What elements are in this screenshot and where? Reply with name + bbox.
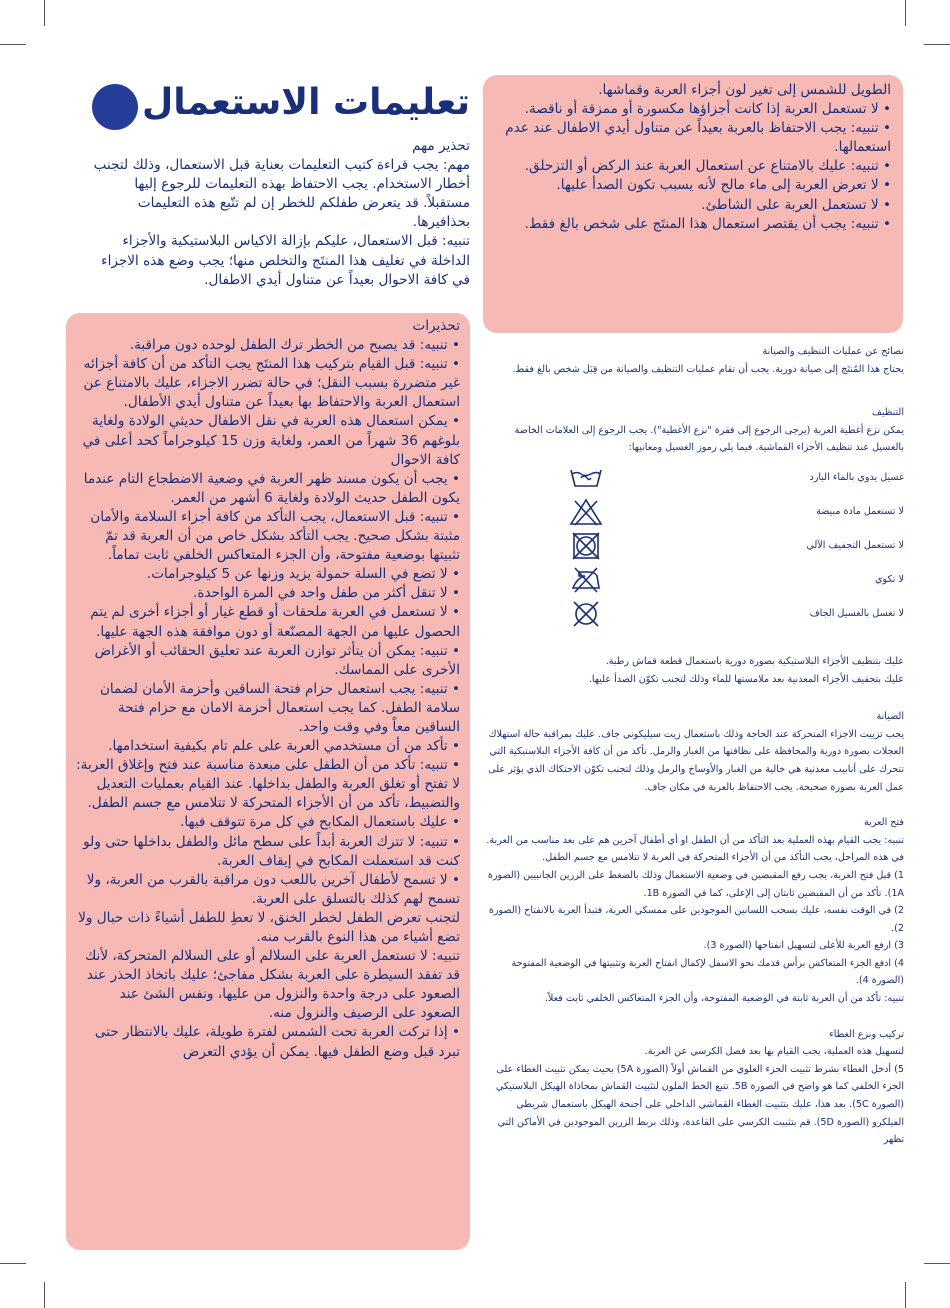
- crop-mark: [44, 0, 45, 26]
- care-symbol-label: لا تغسل بالغسيل الجاف: [809, 608, 904, 620]
- section-heading: فتح العربة: [863, 817, 904, 829]
- care-symbol-row: [484, 461, 904, 495]
- warning-item: • لا تستعمل العربة على الشاطئ.: [701, 196, 891, 213]
- care-instructions-column: [484, 343, 904, 1149]
- warning-item: • تنبيه: يجب أن يقتصر استعمال هذا المنتَج على شخص بالغ فقط.: [524, 215, 891, 232]
- warning-item: • تنبيه: يمكن أن يتأثر توازن العربة عند تعليق الحقائب أو الأغراض الأخرى على المماسك.: [94, 642, 460, 678]
- section-paragraph: عليك بتجفيف الأجزاء المعدنية بعد ملامستها للماء وذلك لتجنب تكوّن الصدأ عليها.: [588, 673, 904, 685]
- top-warnings-box: [483, 75, 903, 333]
- section-heading: نصائح عن عمليات التنظيف والصيانة: [762, 346, 904, 357]
- section-paragraph: لتسهيل هذه العملية، يجب القيام بها بعد فصل الكرسي عن العربة.: [644, 1046, 904, 1058]
- crop-mark: [905, 0, 906, 26]
- warning-item: • تنبيه: عليك بالامتناع عن استعمال العربة عند الركض أو التزحلق.: [524, 158, 891, 175]
- warning-item: • عليك باستعمال المكابح في كل مرة تتوقف فيها.: [180, 814, 460, 831]
- care-symbols-list: [484, 461, 904, 631]
- intro-paragraph: مهم: يجب قراءة كتيب التعليمات بعناية قبل الاستعمال، وذلك لتجنب أخطار الاستخدام. يجب الاحتفاظ بهذه التعليمات للرجوع إليها مستقبلاً. قد يتعرض طفلكم للخطر إن لم تتّبع هذه التعليمات بحذافيرها.: [93, 157, 470, 231]
- warning-item: • لا تضع في السلة حمولة يزيد وزنها عن 5 كيلوجرامات.: [146, 566, 460, 583]
- crop-mark: [0, 44, 26, 45]
- care-symbol-row: [484, 529, 904, 563]
- page-title: تعليمات الاستعمال: [141, 82, 470, 123]
- section-paragraph: 4) ادفع الجزء المتعاكس برأس قدمك نحو الاسفل لإكمال انفتاح العربة وتثبيتها في الوضعية المفتوحة (الصورة 4).: [511, 957, 904, 987]
- section-paragraph: تنبيه: تأكد من أن العربة ثابتة في الوضعية المفتوحة، وأن الجزء المتعاكس الخلفي ثابت فعلاً.: [544, 993, 904, 1005]
- section-heading: الصيانة: [876, 711, 904, 723]
- no-iron-icon: [568, 565, 604, 595]
- intro-heading: تحذير مهم: [412, 138, 470, 154]
- warning-item: • تنبيه: يجب استعمال حزام فتحة الساقين وأحزمة الأمان لضمان سلامة الطفل. كما يجب استعمال أحزمة الامان مع حزام فتحة الساقين معاً وفي وقت واحد.: [99, 680, 460, 735]
- crop-mark: [924, 44, 950, 45]
- section-paragraph: 1) قبل فتح العربة، يجب رفع المقبضين في وضعية الاستعمال وذلك بالضغط على الزرين الجانبيين (الصورة 1A). تأكد من أن المقبضين ثابتان إلى الإعلى، كما في الصورة 1B.: [487, 869, 904, 899]
- warning-item: • لا تعرض العربة إلى ماء مالح لأنه يسبب تكون الصدأ عليها.: [556, 177, 891, 194]
- section-paragraph: تنبيه: يجب القيام بهذه العملية بعد التأكد من أن الطفل او أي أطفال آخرين هم على بعد مناسب من العربة. في هذه المراحل، يجب التأكد من أن الأجزاء المتحركة في العربة لا تتلامس مع جسم الطفل.: [486, 834, 904, 864]
- warning-item: • لا تستعمل في العربة ملحقات أو قطع غيار أو أجزاء أخرى لم يتم الحصول عليها من الجهة المصنّعة أو دون موافقة هذه الجهة عليها.: [90, 604, 460, 640]
- section-paragraph: يحتاج هذا المُنتَج إلى صيانة دورية. يجب أن تقام عمليات التنظيف والصيانة من قِبَل شخص بالغ فقط.: [512, 363, 904, 375]
- warning-item: تنبيه: لا تستعمل العربة على السلالم أو على السلالم المتحركة، لأنك قد تفقد السيطرة على العربة بشكل مفاجئ؛ عليك باتخاذ الحذر عند الصعود على درجة واحدة والنزول من عليها، ونفس الشئ عند الصعود على الرصيف والنزول منه.: [85, 948, 460, 1022]
- warning-item: • إذا تركت العربة تحت الشمس لفترة طويلة، عليك بالانتظار حتى تبرد قبل وضع الطفل فيها. يمكن أن يؤدي التعرض: [94, 1024, 460, 1060]
- warning-item: • تنبيه: تأكد من أن الطفل على مبعدة مناسبة عند فتح وإغلاق العربة: لا تفتح أو تغلق العربة والطفل بداخلها. عند القيام بعمليات التعديل والتضبيط، تأكد من أن الأجزاء المتحركة لا تتلامس مع جسم الطفل.: [76, 757, 460, 812]
- warning-item: • يجب أن يكون مسند ظهر العربة في وضعية الاضطجاع التام عندما يكون الطفل حديث الولادة ولغاية 6 أشهر من العمر.: [83, 470, 460, 506]
- warnings-heading: تحذيرات: [412, 318, 460, 334]
- section-heading: تركيب ونزع الغطاء: [829, 1028, 904, 1040]
- intro-paragraph: تنبيه: قبل الاستعمال، عليكم بإزالة الاكياس البلاستيكية والأجزاء الداخلة في تغليف هذا المنتَج والتخلص منها؛ يجب وضع هذه الاجزاء في كافة الاحوال بعيداً عن متناول أيدي الاطفال.: [101, 233, 470, 288]
- no-dry-clean-icon: [568, 599, 604, 629]
- section-paragraph: 3) ارفع العربة للأعلى لتسهيل انفتاحها (الصورة 3).: [703, 940, 904, 952]
- warning-item: • لا تستعمل العربة إذا كانت أجزاؤها مكسورة أو ممزقة أو ناقصة.: [524, 101, 891, 118]
- care-symbol-row: [484, 597, 904, 631]
- warning-item: • تنبيه: يجب الاحتفاظ بالعربة بعيداً عن متناول أيدي الاطفال عند عدم استعمالها.: [505, 120, 891, 156]
- warning-item: الطويل للشمس إلى تغير لون أجزاء العربة وقماشها.: [598, 82, 891, 98]
- warning-item: • تنبيه: قبل الاستعمال، يجب التأكد من كافة أجزاء السلامة والأمان مثبتة بشكل صحيح. يجب التأكد بشكل خاص من أن العربة قد تمّ تثبيتها بوضعية مفتوحة، وأن الجزء المتعاكس الخلفي ثابت تماماً.: [90, 508, 460, 564]
- care-symbol-label: لا تستعمل مادة مبيضة: [816, 506, 904, 518]
- section-paragraph: 2) في الوقت نفسه، عليك بسحب اللسانين الموجودين على ممسكي العربة، فتبدأ العربة بالانفتاح (الصورة 2).: [488, 905, 904, 934]
- care-symbol-label: لا تكوي: [875, 574, 904, 586]
- page-title-block: [92, 76, 470, 132]
- section-heading: التنظيف: [871, 407, 904, 419]
- no-bleach-icon: [568, 497, 604, 527]
- warning-item: لتجنب تعرض الطفل لخطر الخنق، لا تعطِ للطفل أشياءً ذات حبال ولا تضع أشياء من هذا النوع بالقرب منه.: [78, 909, 460, 945]
- warning-item: • تنبيه: قد يصبح من الخطر ترك الطفل لوحده دون مراقبة.: [129, 337, 460, 354]
- no-tumble-dry-icon: [568, 531, 604, 561]
- care-symbol-row: [484, 563, 904, 597]
- crop-mark: [0, 1263, 26, 1264]
- warning-item: • يمكن استعمال هذه العربة في نقل الاطفال حديثي الولادة ولغاية بلوغهم 36 شهراً من العمر، ولغاية وزن 15 كيلوجراماً كحد أعلى في كافة الاحوال: [82, 413, 460, 468]
- bullet-dot-icon: [92, 84, 138, 130]
- warning-item: • تأكد من أن مستخدمي العربة على علم تام بكيفية استخدامها.: [108, 738, 460, 755]
- hand-wash-icon: [568, 463, 604, 493]
- crop-mark: [924, 1263, 950, 1264]
- warnings-box: [66, 313, 470, 1250]
- crop-mark: [905, 1282, 906, 1308]
- section-paragraph: يمكن نزع أغطية العربة (يرجى الرجوع إلى فقرة "نزع الأغطية"). يجب الرجوع إلى العلامات الخاصة بالغسيل عند تنظيف الأجزاء القماشية. فيما يلي رموز الغسيل ومعانيها:: [514, 424, 904, 454]
- section-paragraph: 5) أدخل الغطاء بشرط تثبيت الجزء العلوي من القماش أولاً (الصورة 5A) بحيث يمكن تثبيت الغطاء على الجزء الخلفي كما هو واضح في الصورة 5B. تتبع الخط الملون لتثبيت القماش بمحاذاة الهيكل البلاستيكي (الصورة 5C). بعد هذا، عليك بتثبيت الغطاء القماشي الداخلي على أجنحة الهيكل باستعمال شريطي الفيلكرو (الصورة 5D). قم بتثبيت الكرسي على القاعدة، وذلك بربط الزرين الموجودين في الأماكن التي تظهر: [495, 1063, 904, 1146]
- warning-item: • لا تسمح لأطفال آخرين باللعب دون مراقبة بالقرب من العربة، ولا تسمح لهم كذلك بالتسلق على العربة.: [86, 871, 460, 907]
- care-symbol-row: [484, 495, 904, 529]
- warning-item: • تنبيه: قبل القيام بتركيب هذا المنتَج يجب التأكد من أن كافة أجزائه غير متضررة بسبب النقل؛ في حالة تضرر الاجزاء، عليك بالامتناع عن استعمال العربة والاحتفاظ بها بعيداً عن متناول أيدي الأطفال.: [83, 356, 460, 411]
- intro-section: [92, 137, 470, 290]
- section-paragraph: عليك بتنظيف الأجزاء البلاستيكية بصورة دورية باستعمال قطعة قماش رطبة.: [605, 655, 904, 667]
- care-symbol-label: غسيل يدوي بالماء البارد: [809, 472, 904, 484]
- care-symbol-label: لا تستعمل التجفيف الآلي: [806, 540, 904, 552]
- warning-item: • لا تنقل أكثر من طفل واحد في المرة الواحدة.: [193, 585, 460, 602]
- crop-mark: [44, 1282, 45, 1308]
- warning-item: • تنبيه: لا تترك العربة أبداً على سطح مائل والطفل بداخلها حتى ولو كنت قد استعملت المكابح في إيقاف العربة.: [83, 833, 460, 869]
- section-paragraph: يجب تزييت الاجزاء المتحركة عند الحاجة وذلك باستعمال زيت سيليكوني جاف. عليك بمراقبة حالة استهلاك العجلات بصورة دورية والمحافظة على نظافتها من الغبار والرمل. تأكد من أن كافة الأجزاء البلاستيكية التي تتحرك على أنابيب معدنية هي خالية من الغبار والأوساخ والرمل وذلك لتجنب تكوّن الاحتكاك الذي يؤثر على عمل العربة بصورة صحيحة. يجب الاحتفاظ بالعربة في مكان جاف.: [488, 728, 904, 793]
